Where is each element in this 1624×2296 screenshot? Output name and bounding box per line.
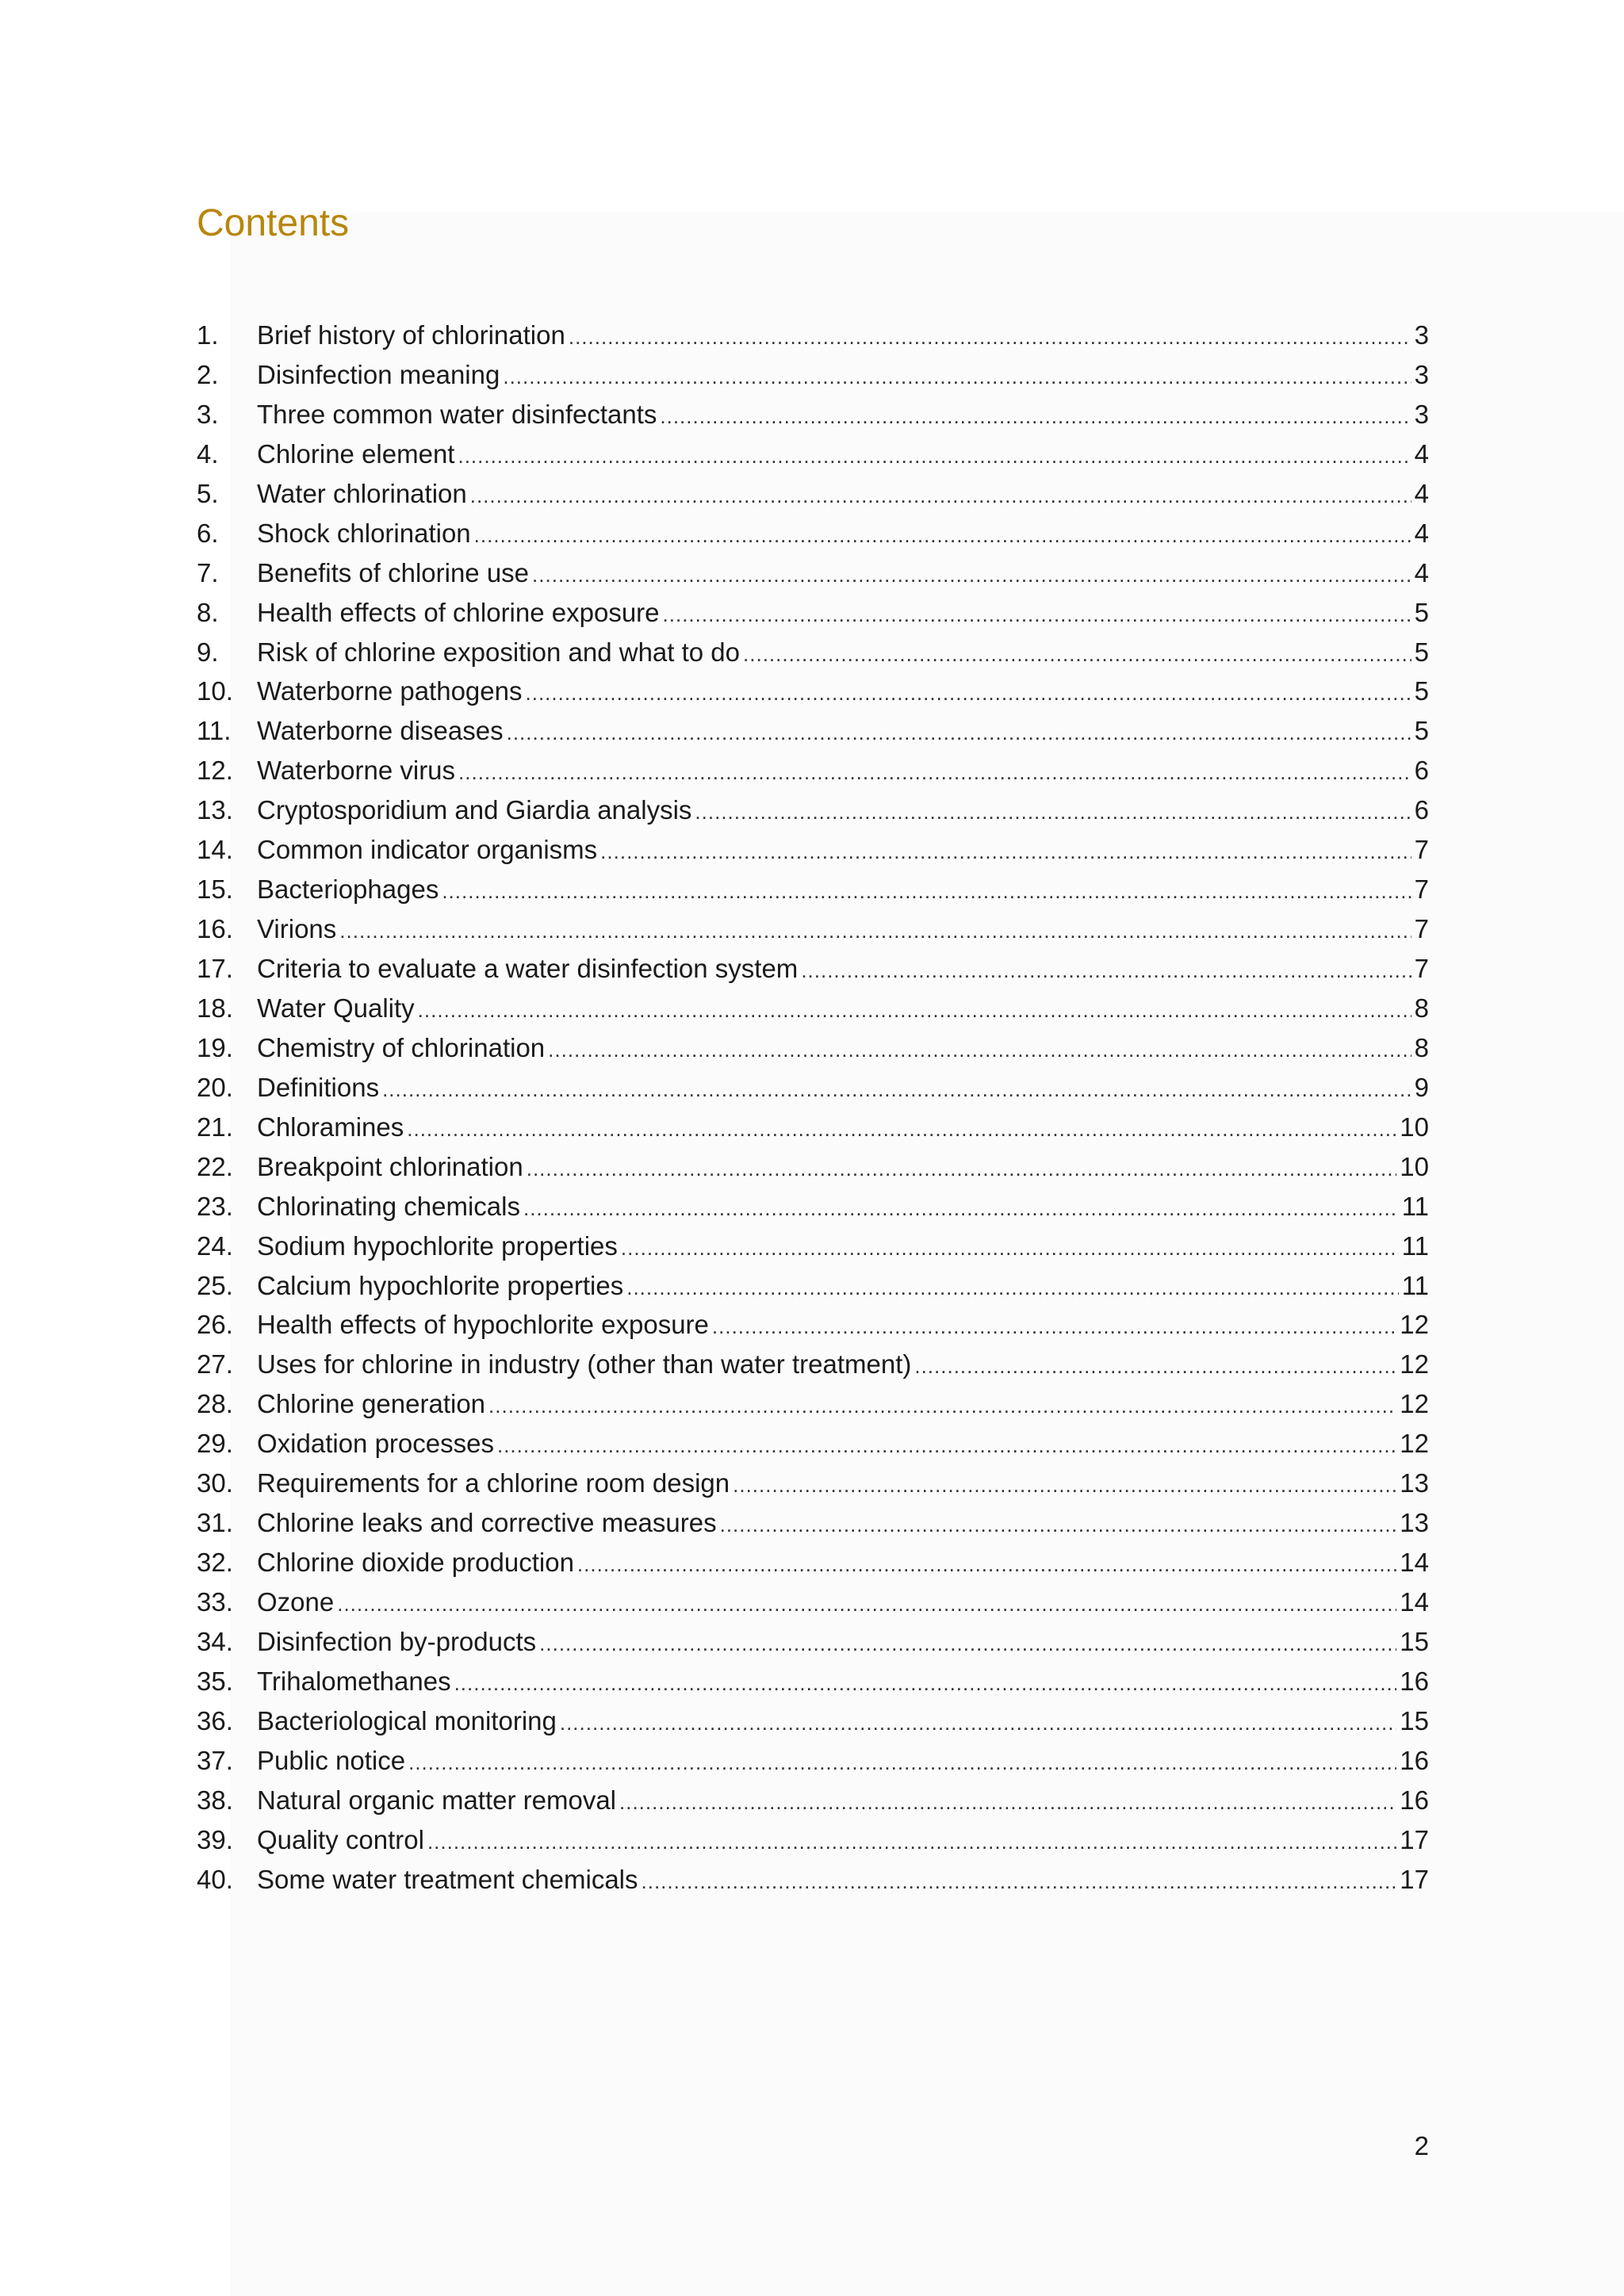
toc-entry[interactable] [197, 434, 1429, 474]
toc-entry-number: 20. [197, 1072, 233, 1102]
toc-entry-label[interactable]: Chlorine element [257, 438, 455, 469]
toc-entry[interactable] [197, 751, 1429, 790]
table-of-contents [197, 316, 1429, 1900]
toc-entry-page[interactable]: 11 [1401, 1270, 1429, 1300]
dot-leader [337, 1585, 1396, 1624]
dot-leader [488, 1387, 1396, 1426]
toc-entry-page[interactable]: 14 [1400, 1587, 1429, 1617]
toc-entry-label[interactable]: Shock chlorination [257, 518, 471, 548]
toc-entry-number: 29. [197, 1429, 233, 1459]
dot-leader [626, 1269, 1399, 1308]
toc-entry-label[interactable]: Brief history of chlorination [257, 320, 565, 350]
toc-entry-number: 9. [197, 637, 219, 667]
toc-entry-page[interactable]: 6 [1414, 795, 1429, 825]
dot-leader [743, 635, 1411, 675]
toc-entry-label[interactable]: Ozone [257, 1587, 335, 1617]
dot-leader [720, 1506, 1397, 1545]
dot-leader [442, 872, 1411, 912]
toc-entry-page[interactable]: 4 [1414, 518, 1429, 548]
toc-entry[interactable] [197, 1701, 1429, 1741]
dot-leader [660, 397, 1411, 437]
toc-entry-label[interactable]: Uses for chlorine in industry (other than water treatment) [257, 1349, 912, 1380]
toc-entry-number: 5. [197, 478, 219, 508]
dot-leader [339, 912, 1411, 951]
toc-entry-label[interactable]: Bacteriophages [257, 874, 439, 905]
toc-entry-page[interactable]: 4 [1414, 438, 1429, 469]
toc-entry-number: 1. [197, 320, 219, 350]
dot-leader [532, 556, 1411, 595]
toc-entry[interactable] [197, 949, 1429, 989]
toc-entry-page[interactable]: 13 [1400, 1468, 1429, 1498]
toc-entry-page[interactable]: 3 [1414, 399, 1429, 429]
toc-entry-number: 36. [197, 1705, 233, 1735]
toc-entry-label[interactable]: Benefits of chlorine use [257, 557, 530, 587]
toc-entry-label[interactable]: Water chlorination [257, 478, 467, 508]
toc-entry-label[interactable]: Natural organic matter removal [257, 1785, 617, 1815]
toc-entry-number: 19. [197, 1032, 233, 1062]
toc-entry-number: 30. [197, 1468, 233, 1498]
toc-entry-label[interactable]: Health effects of chlorine exposure [257, 597, 660, 627]
dot-leader [600, 832, 1411, 872]
toc-entry-number: 13. [197, 795, 233, 825]
dot-leader [577, 1545, 1396, 1585]
toc-entry[interactable] [197, 1464, 1429, 1503]
toc-entry-label[interactable]: Chlorine dioxide production [257, 1548, 574, 1578]
toc-entry-label[interactable]: Oxidation processes [257, 1429, 494, 1459]
toc-entry-page[interactable]: 8 [1414, 1032, 1429, 1062]
toc-entry[interactable] [197, 1860, 1429, 1900]
toc-entry-number: 25. [197, 1270, 233, 1300]
toc-entry-label[interactable]: Disinfection by-products [257, 1626, 537, 1656]
toc-entry-number: 7. [197, 557, 219, 587]
toc-entry[interactable] [197, 1662, 1429, 1701]
toc-entry-number: 17. [197, 954, 233, 983]
toc-entry-page[interactable]: 17 [1400, 1864, 1429, 1894]
toc-entry-label[interactable]: Waterborne pathogens [257, 676, 523, 706]
toc-entry-label[interactable]: Quality control [257, 1824, 424, 1854]
toc-entry-page[interactable]: 7 [1414, 954, 1429, 983]
dot-leader [663, 595, 1411, 635]
toc-entry-number: 8. [197, 597, 219, 627]
dot-leader [569, 318, 1411, 358]
toc-entry-number: 22. [197, 1151, 233, 1181]
dot-leader [733, 1466, 1396, 1506]
toc-entry-page[interactable]: 7 [1414, 835, 1429, 865]
toc-entry-label[interactable]: Chlorine generation [257, 1389, 486, 1419]
toc-entry[interactable] [197, 1345, 1429, 1384]
dot-leader [497, 1426, 1396, 1466]
toc-entry-number: 3. [197, 399, 219, 429]
dot-leader [548, 1031, 1411, 1070]
toc-entry-page[interactable]: 5 [1414, 597, 1429, 627]
dot-leader [642, 1862, 1397, 1902]
toc-entry-label[interactable]: Some water treatment chemicals [257, 1864, 638, 1894]
toc-entry[interactable] [197, 989, 1429, 1028]
toc-entry-page[interactable]: 14 [1400, 1548, 1429, 1578]
toc-entry-page[interactable]: 4 [1414, 478, 1429, 508]
toc-entry-number: 14. [197, 835, 233, 865]
toc-entry-page[interactable]: 6 [1414, 756, 1429, 786]
dot-leader [407, 1110, 1396, 1150]
toc-entry-number: 4. [197, 438, 219, 469]
toc-entry-number: 11. [197, 716, 232, 746]
toc-entry-label[interactable]: Waterborne virus [257, 756, 456, 786]
toc-entry-number: 24. [197, 1230, 233, 1261]
toc-entry-number: 32. [197, 1548, 233, 1578]
toc-entry-number: 21. [197, 1112, 233, 1142]
toc-entry-label[interactable]: Risk of chlorine exposition and what to do [257, 637, 741, 667]
toc-entry-page[interactable]: 4 [1414, 557, 1429, 587]
toc-entry[interactable] [197, 1147, 1429, 1187]
toc-entry-number: 15. [197, 874, 233, 905]
dot-leader [801, 951, 1411, 991]
toc-entry-page[interactable]: 3 [1414, 320, 1429, 350]
toc-entry[interactable] [197, 1582, 1429, 1622]
dot-leader [914, 1347, 1396, 1387]
dot-leader [539, 1624, 1396, 1664]
toc-entry-number: 33. [197, 1587, 233, 1617]
toc-entry[interactable] [197, 633, 1429, 672]
toc-entry-page[interactable]: 10 [1400, 1151, 1429, 1181]
dot-leader [503, 358, 1411, 397]
dot-leader [382, 1070, 1411, 1110]
dot-leader [507, 714, 1411, 753]
toc-entry[interactable] [197, 395, 1429, 434]
toc-entry[interactable] [197, 1781, 1429, 1820]
toc-entry[interactable] [197, 1622, 1429, 1662]
toc-entry-label[interactable]: Public notice [257, 1745, 406, 1775]
dot-leader [458, 753, 1411, 793]
toc-entry-label[interactable]: Breakpoint chlorination [257, 1151, 523, 1181]
page-number: 2 [1414, 2131, 1429, 2160]
toc-entry-page[interactable]: 5 [1414, 676, 1429, 706]
toc-entry[interactable] [197, 672, 1429, 711]
toc-entry[interactable] [197, 355, 1429, 395]
toc-entry[interactable] [197, 316, 1429, 355]
dot-leader [418, 991, 1411, 1031]
toc-entry[interactable] [197, 1503, 1429, 1543]
toc-entry[interactable] [197, 1424, 1429, 1464]
toc-entry[interactable] [197, 1543, 1429, 1582]
toc-entry-label[interactable]: Criteria to evaluate a water disinfection system [257, 954, 799, 983]
toc-entry-page[interactable]: 15 [1400, 1626, 1429, 1656]
toc-entry-page[interactable]: 8 [1414, 993, 1429, 1023]
toc-entry-number: 40. [197, 1864, 233, 1894]
dot-leader [474, 516, 1411, 556]
toc-entry-page[interactable]: 7 [1414, 914, 1429, 944]
dot-leader [621, 1229, 1399, 1269]
toc-entry[interactable] [197, 1108, 1429, 1147]
toc-entry-label[interactable]: Calcium hypochlorite properties [257, 1270, 624, 1300]
toc-entry[interactable] [197, 553, 1429, 593]
toc-entry-number: 28. [197, 1389, 233, 1419]
toc-entry-label[interactable]: Health effects of hypochlorite exposure [257, 1310, 709, 1340]
toc-entry[interactable] [197, 1266, 1429, 1306]
toc-entry-label[interactable]: Virions [257, 914, 337, 944]
toc-entry-number: 10. [197, 676, 233, 706]
toc-entry-number: 26. [197, 1310, 233, 1340]
toc-entry[interactable] [197, 830, 1429, 870]
toc-entry-page[interactable]: 5 [1414, 637, 1429, 667]
toc-entry-number: 38. [197, 1785, 233, 1815]
toc-entry-number: 31. [197, 1508, 233, 1538]
toc-entry-label[interactable]: Definitions [257, 1072, 380, 1102]
toc-entry[interactable] [197, 514, 1429, 553]
toc-entry-page[interactable]: 10 [1400, 1112, 1429, 1142]
toc-entry[interactable] [197, 1187, 1429, 1226]
toc-entry[interactable] [197, 1820, 1429, 1860]
toc-entry-label[interactable]: Common indicator organisms [257, 835, 598, 865]
toc-entry-page[interactable]: 5 [1414, 716, 1429, 746]
toc-entry-page[interactable]: 16 [1400, 1745, 1429, 1775]
toc-entry-label[interactable]: Chloramines [257, 1112, 404, 1142]
toc-entry-label[interactable]: Waterborne diseases [257, 716, 504, 746]
toc-entry[interactable] [197, 1384, 1429, 1424]
toc-entry-page[interactable]: 12 [1400, 1389, 1429, 1419]
toc-entry-label[interactable]: Chlorine leaks and corrective measures [257, 1508, 717, 1538]
dot-leader [526, 674, 1411, 714]
dot-leader [523, 1189, 1399, 1229]
toc-entry-label[interactable]: Disinfection meaning [257, 359, 500, 389]
toc-entry-number: 2. [197, 359, 219, 389]
toc-entry-number: 35. [197, 1666, 233, 1696]
toc-entry-page[interactable]: 12 [1400, 1349, 1429, 1380]
toc-entry[interactable] [197, 1068, 1429, 1108]
dot-leader [527, 1150, 1397, 1189]
toc-entry-label[interactable]: Three common water disinfectants [257, 399, 657, 429]
toc-entry-number: 12. [197, 756, 233, 786]
toc-entry-number: 37. [197, 1745, 233, 1775]
dot-leader [695, 793, 1411, 832]
toc-entry-page[interactable]: 11 [1401, 1191, 1429, 1221]
toc-entry[interactable] [197, 593, 1429, 633]
toc-entry-number: 23. [197, 1191, 233, 1221]
toc-entry-number: 34. [197, 1626, 233, 1656]
toc-entry-number: 6. [197, 518, 219, 548]
toc-entry-label[interactable]: Bacteriological monitoring [257, 1705, 557, 1735]
toc-entry-label[interactable]: Trihalomethanes [257, 1666, 451, 1696]
dot-leader [470, 476, 1411, 516]
toc-entry[interactable] [197, 790, 1429, 830]
toc-entry-page[interactable]: 15 [1400, 1705, 1429, 1735]
toc-entry-page[interactable]: 16 [1400, 1785, 1429, 1815]
toc-entry-label[interactable]: Chemistry of chlorination [257, 1032, 546, 1062]
toc-entry-page[interactable]: 12 [1400, 1310, 1429, 1340]
toc-entry[interactable] [197, 711, 1429, 751]
toc-entry-label[interactable]: Requirements for a chlorine room design [257, 1468, 730, 1498]
toc-entry[interactable] [197, 870, 1429, 909]
dot-leader [454, 1664, 1397, 1704]
toc-entry[interactable] [197, 1226, 1429, 1266]
toc-entry-number: 27. [197, 1349, 233, 1380]
toc-entry-label[interactable]: Chlorinating chemicals [257, 1191, 520, 1221]
dot-leader [458, 437, 1411, 476]
toc-entry[interactable] [197, 1741, 1429, 1781]
toc-entry-page[interactable]: 16 [1400, 1666, 1429, 1696]
toc-entry-number: 18. [197, 993, 233, 1023]
toc-entry[interactable] [197, 474, 1429, 514]
toc-entry-number: 39. [197, 1824, 233, 1854]
dot-leader [408, 1743, 1396, 1783]
dot-leader [619, 1783, 1396, 1823]
dot-leader [427, 1823, 1396, 1862]
toc-entry[interactable] [197, 1028, 1429, 1068]
toc-entry[interactable] [197, 1305, 1429, 1345]
toc-entry-page[interactable]: 17 [1400, 1824, 1429, 1854]
toc-entry-page[interactable]: 7 [1414, 874, 1429, 905]
toc-entry-label[interactable]: Sodium hypochlorite properties [257, 1230, 618, 1261]
toc-entry-page[interactable]: 11 [1401, 1230, 1429, 1261]
dot-leader [712, 1307, 1396, 1347]
toc-entry-label[interactable]: Cryptosporidium and Giardia analysis [257, 795, 692, 825]
toc-entry-number: 16. [197, 914, 233, 944]
toc-entry[interactable] [197, 909, 1429, 949]
dot-leader [560, 1704, 1396, 1743]
toc-entry-page[interactable]: 12 [1400, 1429, 1429, 1459]
toc-entry-page[interactable]: 3 [1414, 359, 1429, 389]
toc-entry-label[interactable]: Water Quality [257, 993, 415, 1023]
contents-title: Contents [197, 202, 350, 244]
toc-entry-page[interactable]: 9 [1414, 1072, 1429, 1102]
toc-entry-page[interactable]: 13 [1400, 1508, 1429, 1538]
